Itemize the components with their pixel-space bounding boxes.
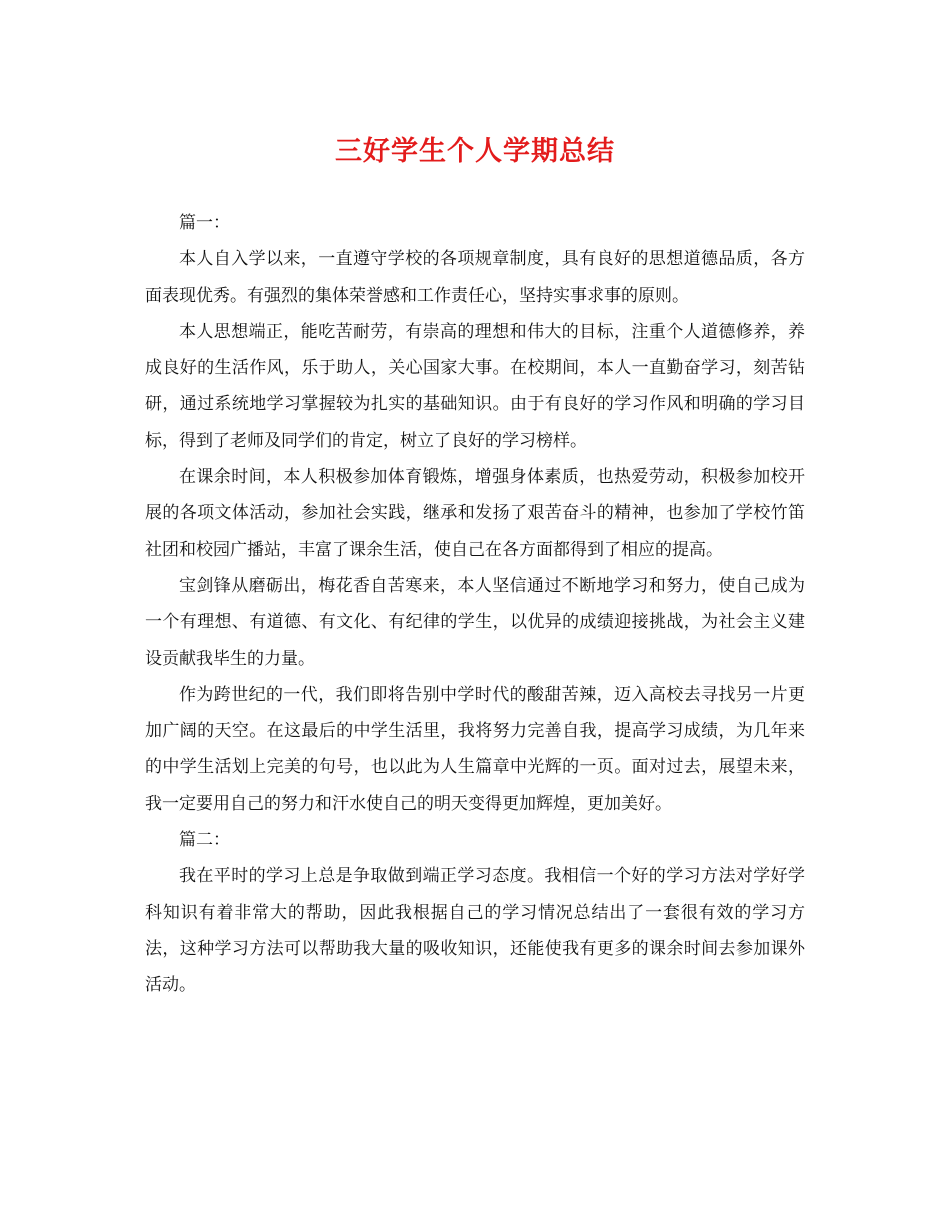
paragraph: 宝剑锋从磨砺出，梅花香自苦寒来，本人坚信通过不断地学习和努力，使自己成为一个有理想、有道德、有文化、有纪律的学生，以优异的成绩迎接挑战，为社会主义建设贡献我毕生的力量。	[145, 575, 805, 669]
paragraph: 本人自入学以来，一直遵守学校的各项规章制度，具有良好的思想道德品质，各方面表现优秀。有强烈的集体荣誉感和工作责任心，坚持实事求事的原则。	[145, 249, 805, 306]
paragraph: 作为跨世纪的一代，我们即将告别中学时代的酸甜苦辣，迈入高校去寻找另一片更加广阔的天空。在这最后的中学生活里，我将努力完善自我，提高学习成绩，为几年来的中学生活划上完美的句号，也以此为人生篇章中光辉的一页。面对过去，展望未来，我一定要用自己的努力和汗水使自己的明天变得更加辉煌，更加美好。	[145, 684, 805, 814]
document-body	[145, 205, 805, 1004]
paragraph: 我在平时的学习上总是争取做到端正学习态度。我相信一个好的学习方法对学好学科知识有着非常大的帮助，因此我根据自己的学习情况总结出了一套很有效的学习方法，这种学习方法可以帮助我大量的吸收知识，还能使我有更多的课余时间去参加课外活动。	[145, 866, 805, 996]
section-label-2: 篇二：	[179, 830, 230, 851]
paragraph: 在课余时间，本人积极参加体育锻炼，增强身体素质，也热爱劳动，积极参加校开展的各项文体活动，参加社会实践，继承和发扬了艰苦奋斗的精神，也参加了学校竹笛社团和校园广播站，丰富了课余生活，使自己在各方面都得到了相应的提高。	[145, 467, 805, 560]
section-label-1: 篇一：	[179, 213, 230, 233]
document-title: 三好学生个人学期总结	[335, 136, 615, 167]
paragraph: 本人思想端正，能吃苦耐劳，有崇高的理想和伟大的目标，注重个人道德修养，养成良好的生活作风，乐于助人，关心国家大事。在校期间，本人一直勤奋学习，刻苦钻研，通过系统地学习掌握较为扎实的基础知识。由于有良好的学习作风和明确的学习目标，得到了老师及同学们的肯定，树立了良好的学习榜样。	[145, 321, 805, 451]
